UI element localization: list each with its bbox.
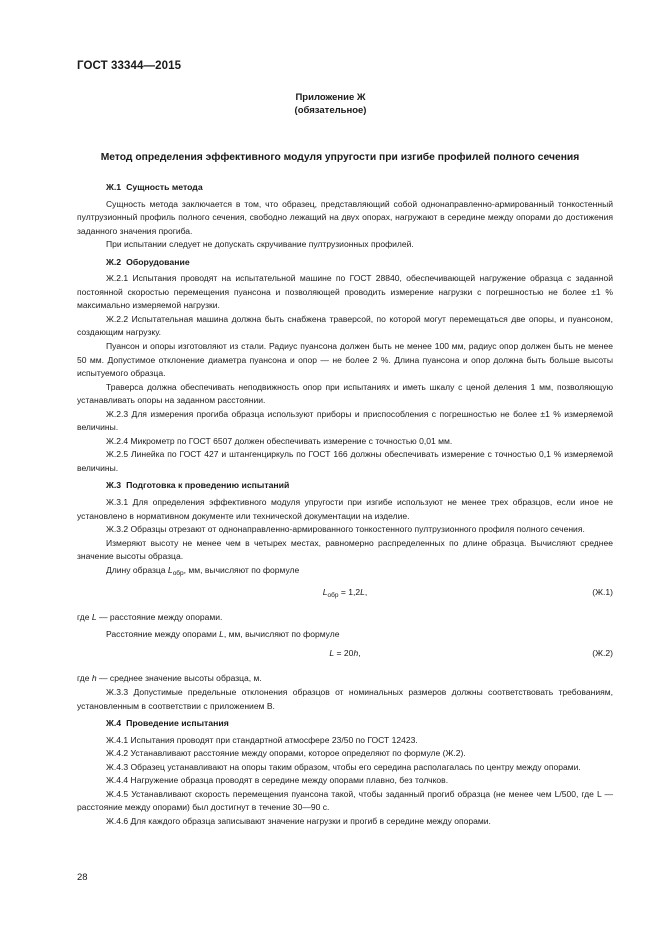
text-run: — среднее значение высоты образца, м. [96, 673, 262, 684]
formula-number: (Ж.2) [592, 648, 613, 659]
paragraph: Ж.2.4 Микрометр по ГОСТ 6507 должен обеспечивать измерение с точностью 0,01 мм. [106, 435, 453, 446]
paragraph: Ж.4.2 Устанавливают расстояние между опорами, которое определяют по формуле (Ж.2). [106, 748, 466, 759]
symbol: h [91, 673, 97, 684]
text-run: = 1,2 [338, 587, 361, 598]
standard-code: ГОСТ 33344—2015 [77, 60, 182, 72]
paragraph: Ж.4.5 Устанавливают скорость перемещения пуансона такой, чтобы заданный прогиб образца (не менее чем L/500, где L — расстояние между опорами) был достигнут в течение 30—90 с. [77, 788, 613, 813]
formula-1 [77, 586, 613, 604]
text-run: , мм, вычисляют по формуле [183, 564, 300, 575]
annex-label: Приложение Ж [295, 92, 366, 103]
paragraph: Ж.4.4 Нагружение образца проводят в середине между опорами плавно, без толчков. [106, 775, 449, 786]
paragraph: Измеряют высоту не менее чем в четырех местах, равномерно распределенных по длине образца. Вычисляют среднее значение высоты образца. [77, 537, 613, 562]
section-title: Сущность метода [126, 182, 203, 192]
paragraph: Пуансон и опоры изготовляют из стали. Радиус пуансона должен быть не менее 100 мм, радиус опор должен быть не менее 50 мм. Допустимое отклонение диаметра пуансона и опор — не более 2 %. Длина пуансона и опор должна быть больше высоты испытуемого образца. [77, 341, 613, 379]
symbol: L [322, 587, 328, 598]
paragraph: При испытании следует не допускать скручивание пултрузионных профилей. [106, 239, 414, 250]
section-number: Ж.1 [106, 182, 122, 192]
section-heading [77, 717, 613, 731]
paragraph: Ж.4.3 Образец устанавливают на опоры таким образом, чтобы его середина располагалась по центру между опорами. [106, 761, 581, 772]
paragraph [77, 628, 613, 642]
section-title: Подготовка к проведению испытаний [126, 480, 290, 491]
section-heading [77, 256, 613, 270]
subscript: обр [172, 569, 184, 577]
section-number: Ж.2 [106, 256, 122, 267]
text-run: , [358, 648, 361, 659]
where-clause [77, 672, 613, 686]
paragraph: Ж.3.3 Допустимые предельные отклонения образцов от номинальных размеров должны соответствовать требованиям, установленным в соответствии с приложением В. [77, 686, 613, 711]
section-heading [77, 479, 613, 493]
text-run: где [77, 612, 92, 623]
appendix-title: Метод определения эффективного модуля упругости при изгибе профилей полного сечения [100, 152, 580, 163]
formula-2 [77, 647, 613, 665]
where-clause [77, 611, 613, 625]
paragraph: Ж.3.1 Для определения эффективного модуля упругости при изгибе используют не менее трех образцов, если иное не установлено в нормативном документе или технической документации на изделие. [77, 497, 613, 521]
subscript: обр [327, 592, 339, 600]
paragraph: Сущность метода заключается в том, что образец, представляющий собой однонаправленно-армированный тонкостенный пултрузионный профиль полного сечения, свободно лежащий на двух опорах, нагружают в середине между опорами до достижения заданного значения прогиба. [77, 198, 613, 236]
paragraph: Ж.2.1 Испытания проводят на испытательной машине по ГОСТ 28840, обеспечивающей нагружение образца с заданной постоянной скоростью перемещения пуансона и позволяющей проводить измерение нагрузки с погрешностью не более ±1 % максимально измеряемой нагрузки. [77, 273, 613, 311]
annex-status: (обязательное) [294, 105, 367, 116]
text-run: , мм, вычисляют по формуле [223, 628, 340, 639]
symbol: h [353, 648, 359, 659]
section-number: Ж.3 [106, 480, 122, 491]
paragraph [77, 564, 613, 581]
formula-expression [77, 586, 613, 603]
paragraph: Ж.2.2 Испытательная машина должна быть снабжена траверсой, по которой могут перемещаться две опоры, и пуансоном, создающим нагрузку. [77, 313, 613, 338]
page-number: 28 [77, 872, 88, 883]
symbol: L [167, 564, 173, 575]
text-run: — расстояние между опорами. [96, 612, 223, 623]
section-title: Оборудование [126, 256, 190, 267]
text-run: , [364, 587, 368, 598]
paragraph: Ж.3.2 Образцы отрезают от однонаправленно-армированного тонкостенного пултрузионного профиля полного сечения. [106, 524, 585, 535]
symbol: L [360, 587, 365, 598]
formula-number: (Ж.1) [592, 587, 613, 598]
section-title: Проведение испытания [126, 718, 229, 729]
text-run: = 20 [334, 648, 354, 659]
paragraph: Ж.2.5 Линейка по ГОСТ 427 и штангенциркуль по ГОСТ 166 должны обеспечивать измерение с точностью 0,1 % измеряемой величины. [77, 449, 613, 473]
section-number: Ж.4 [106, 718, 122, 729]
symbol: L [329, 648, 335, 659]
paragraph: Траверса должна обеспечивать неподвижность опор при испытаниях и иметь шкалу с ценой деления 1 мм, позволяющую устанавливать опоры на заданном расстоянии. [77, 381, 613, 406]
symbol: L [91, 612, 97, 623]
text-run: Длину образца [106, 564, 168, 575]
section-heading [77, 181, 613, 195]
paragraph: Ж.2.3 Для измерения прогиба образца используют приборы и приспособления с погрешностью не более ±1 % измеряемой величины. [77, 408, 613, 433]
symbol: L [219, 628, 224, 639]
text-run: Расстояние между опорами [106, 628, 220, 639]
text-run: где [77, 673, 92, 684]
document-body [77, 181, 613, 828]
paragraph: Ж.4.1 Испытания проводят при стандартной атмосфере 23/50 по ГОСТ 12423. [106, 734, 418, 745]
paragraph: Ж.4.6 Для каждого образца записывают значение нагрузки и прогиб в середине между опорами. [106, 815, 491, 826]
formula-expression [77, 647, 613, 661]
